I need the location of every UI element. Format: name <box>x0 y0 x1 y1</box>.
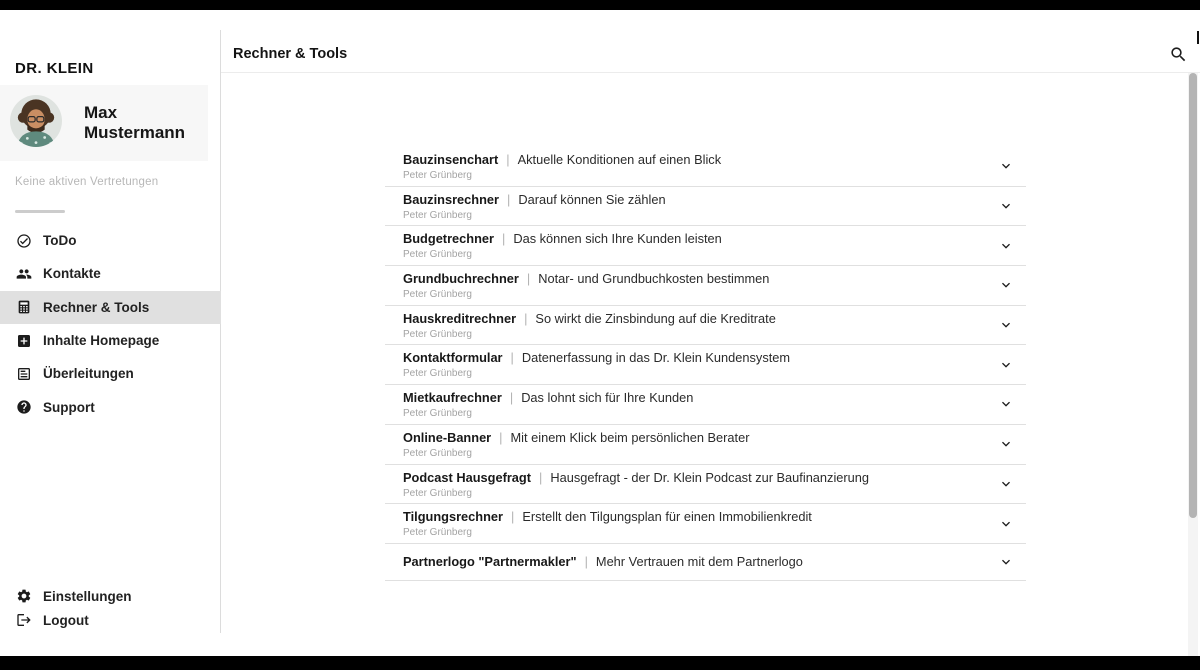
sidebar-item-überleitungen[interactable] <box>0 357 221 390</box>
tool-title: Partnerlogo "Partnermakler" <box>403 553 577 569</box>
sidebar-item-kontakte[interactable] <box>0 257 221 290</box>
pipe-separator: | <box>507 191 511 207</box>
letterbox-top <box>0 0 1200 10</box>
tool-row[interactable] <box>385 385 1026 425</box>
pipe-separator: | <box>506 152 510 167</box>
tool-title: Kontaktformular <box>403 350 503 366</box>
chevron-down-icon[interactable] <box>998 277 1014 293</box>
tool-row-main <box>403 391 986 405</box>
tool-author: Peter Grünberg <box>403 170 472 181</box>
sidebar-item-logout[interactable] <box>0 608 221 632</box>
scrollbar-track[interactable] <box>1188 73 1198 656</box>
user-name: Max Mustermann <box>84 103 186 142</box>
header-divider <box>221 72 1200 73</box>
tool-title: Tilgungsrechner <box>403 509 504 525</box>
tool-title: Hauskreditrechner <box>403 310 517 326</box>
tool-row[interactable] <box>385 306 1026 346</box>
window-edge-mark <box>1197 31 1199 44</box>
tool-title: Grundbuchrechner <box>403 271 519 287</box>
sidebar-item-label: Logout <box>43 612 89 628</box>
sidebar-item-support[interactable] <box>0 390 221 423</box>
sidebar-item-inhalte-homepage[interactable] <box>0 324 221 357</box>
tool-row-main <box>403 193 986 207</box>
tool-row[interactable] <box>385 465 1026 505</box>
chevron-down-icon[interactable] <box>998 198 1014 214</box>
tool-row[interactable] <box>385 425 1026 465</box>
tool-author: Peter Grünberg <box>403 209 472 221</box>
pipe-separator: | <box>499 429 503 445</box>
sidebar-item-rechner-tools[interactable] <box>0 291 221 324</box>
tool-author: Peter Grünberg <box>403 328 472 340</box>
pipe-separator: | <box>502 231 506 247</box>
sidebar-item-label: Überleitungen <box>43 366 134 382</box>
letterbox-bottom <box>0 656 1200 670</box>
tool-row[interactable] <box>385 504 1026 544</box>
people-icon <box>16 266 32 282</box>
tool-title: Podcast Hausgefragt <box>403 469 532 485</box>
tool-author: Peter Grünberg <box>403 447 472 459</box>
tool-row-main <box>403 153 986 167</box>
tool-author: Peter Grünberg <box>403 289 472 301</box>
tool-subtitle: Das können sich Ihre Kunden leisten <box>513 231 722 247</box>
tool-subtitle: Mehr Vertrauen mit dem Partnerlogo <box>595 553 803 569</box>
tools-list <box>385 147 1026 581</box>
tool-row-main <box>403 431 986 445</box>
pipe-separator: | <box>510 350 514 366</box>
tool-row-main <box>403 351 986 365</box>
sidebar-item-label: Kontakte <box>43 266 101 282</box>
tool-subtitle: Das lohnt sich für Ihre Kunden <box>521 390 694 406</box>
sidebar-item-label: Rechner & Tools <box>43 299 150 315</box>
tool-row-main <box>403 510 986 524</box>
logout-icon <box>16 612 32 628</box>
tool-subtitle: Hausgefragt - der Dr. Klein Podcast zur Baufinanzierung <box>550 469 870 485</box>
chevron-down-icon[interactable] <box>998 436 1014 452</box>
pipe-separator: | <box>539 469 543 485</box>
user-panel <box>0 85 208 161</box>
calculator-icon <box>16 299 32 315</box>
tool-author: Peter Grünberg <box>403 249 472 261</box>
chevron-down-icon[interactable] <box>998 238 1014 254</box>
scrollbar-thumb[interactable] <box>1189 73 1197 518</box>
add-box-icon <box>16 333 32 349</box>
tool-subtitle: Aktuelle Konditionen auf einen Blick <box>517 152 722 167</box>
check-circle-icon <box>16 233 32 249</box>
sidebar-menu <box>0 224 221 424</box>
tool-subtitle: Darauf können Sie zählen <box>518 191 666 207</box>
tool-author: Peter Grünberg <box>403 408 472 420</box>
tool-row-main <box>403 232 986 246</box>
tool-subtitle: Datenerfassung in das Dr. Klein Kundensystem <box>521 350 791 366</box>
tool-author: Peter Grünberg <box>403 527 472 539</box>
tool-title: Budgetrechner <box>403 231 495 247</box>
tool-row-main <box>403 471 986 485</box>
sidebar-item-einstellungen[interactable] <box>0 584 221 608</box>
tool-row[interactable] <box>385 266 1026 306</box>
tool-subtitle: Erstellt den Tilgungsplan für einen Immobilienkredit <box>522 509 812 525</box>
tool-title: Mietkaufrechner <box>403 390 502 406</box>
sidebar-footer-menu <box>0 584 221 632</box>
article-icon <box>16 366 32 382</box>
brand-logo: DR. KLEIN <box>15 60 94 77</box>
tool-row[interactable] <box>385 147 1026 187</box>
help-icon <box>16 399 32 415</box>
chevron-down-icon[interactable] <box>998 554 1014 570</box>
tool-row[interactable] <box>385 226 1026 266</box>
sidebar-item-label: Einstellungen <box>43 588 132 604</box>
tool-subtitle: So wirkt die Zinsbindung auf die Kreditrate <box>535 310 776 326</box>
chevron-down-icon[interactable] <box>998 516 1014 532</box>
pipe-separator: | <box>509 390 514 406</box>
user-status: Keine aktiven Vertretungen <box>15 176 159 188</box>
tool-title: Bauzinsenchart <box>403 152 499 167</box>
sidebar-item-todo[interactable] <box>0 224 221 257</box>
chevron-down-icon[interactable] <box>998 357 1014 373</box>
pipe-separator: | <box>526 271 531 287</box>
chevron-down-icon[interactable] <box>998 476 1014 492</box>
pipe-separator: | <box>524 310 528 326</box>
tool-title: Bauzinsrechner <box>403 191 500 207</box>
search-icon[interactable] <box>1169 45 1189 65</box>
sidebar-item-label: Inhalte Homepage <box>43 333 160 349</box>
tool-row[interactable] <box>385 187 1026 227</box>
tool-row[interactable] <box>385 544 1026 581</box>
sidebar-mini-divider <box>15 210 65 213</box>
tool-title: Online-Banner <box>403 429 492 445</box>
pipe-separator: | <box>584 553 588 569</box>
chevron-down-icon[interactable] <box>998 158 1014 174</box>
tool-row-main <box>403 555 986 569</box>
tool-author: Peter Grünberg <box>403 487 472 499</box>
page-title: Rechner & Tools <box>233 46 348 62</box>
tool-row[interactable] <box>385 345 1026 385</box>
tool-row-main <box>403 312 986 326</box>
gear-icon <box>16 588 32 604</box>
chevron-down-icon[interactable] <box>998 317 1014 333</box>
tool-subtitle: Mit einem Klick beim persönlichen Berater <box>510 429 750 445</box>
tool-subtitle: Notar- und Grundbuchkosten bestimmen <box>538 271 770 287</box>
chevron-down-icon[interactable] <box>998 396 1014 412</box>
sidebar-item-label: ToDo <box>43 233 77 249</box>
sidebar-item-label: Support <box>43 399 95 415</box>
tool-row-main <box>403 272 986 286</box>
tool-author: Peter Grünberg <box>403 368 472 380</box>
pipe-separator: | <box>511 509 515 525</box>
avatar <box>10 95 62 147</box>
